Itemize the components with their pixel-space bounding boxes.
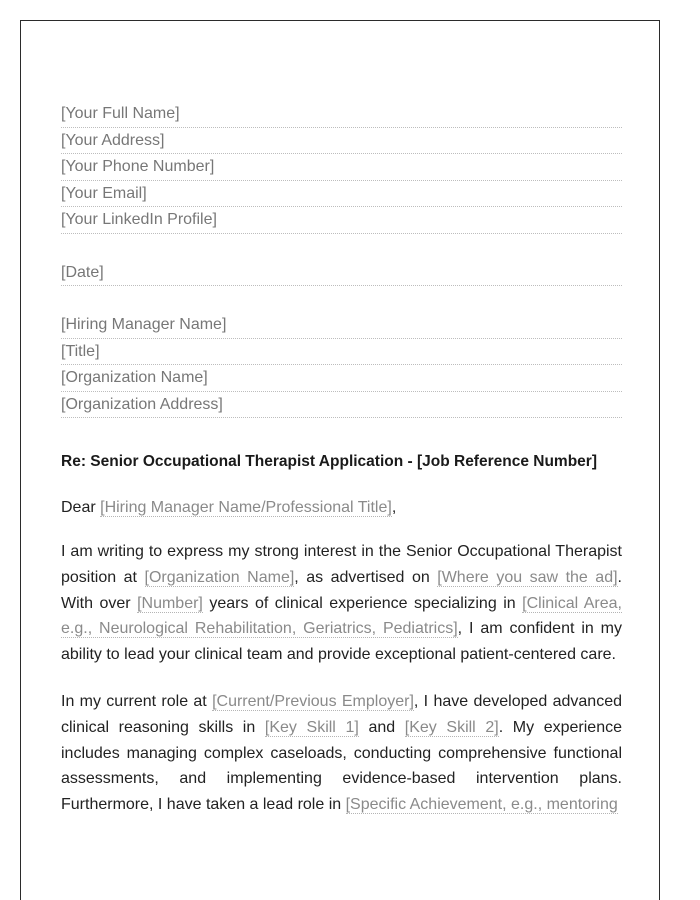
paragraph-text: . With over bbox=[61, 568, 622, 612]
placeholder-employer[interactable]: [Current/Previous Employer] bbox=[212, 692, 414, 710]
recipient-block bbox=[61, 312, 622, 418]
paragraph-text: years of clinical experience specializing in bbox=[202, 594, 523, 612]
paragraph-text: , as advertised on bbox=[294, 568, 438, 586]
paragraph-text: and bbox=[358, 718, 405, 736]
letter-page bbox=[20, 20, 660, 900]
salutation-placeholder[interactable]: [Hiring Manager Name/Professional Title] bbox=[100, 499, 392, 516]
sender-phone[interactable]: [Your Phone Number] bbox=[61, 154, 622, 181]
sender-email[interactable]: [Your Email] bbox=[61, 181, 622, 208]
placeholder-years[interactable]: [Number] bbox=[137, 594, 203, 612]
recipient-organization-address[interactable]: [Organization Address] bbox=[61, 392, 622, 419]
body-paragraph-1 bbox=[61, 539, 622, 668]
salutation bbox=[61, 498, 622, 518]
body-paragraph-2 bbox=[61, 689, 622, 818]
placeholder-organization-name[interactable]: [Organization Name] bbox=[144, 568, 295, 586]
paragraph-text: In my current role at bbox=[61, 692, 213, 710]
placeholder-key-skill-2[interactable]: [Key Skill 2] bbox=[404, 718, 499, 736]
paragraph-text: , I have developed advanced clinical reasoning skills in bbox=[61, 692, 623, 736]
recipient-title[interactable]: [Title] bbox=[61, 339, 622, 366]
paragraph-text: , I am confident in my ability to lead your clinical team and provide exceptional patient-centered care. bbox=[61, 620, 623, 664]
sender-full-name[interactable]: [Your Full Name] bbox=[61, 101, 622, 128]
sender-block bbox=[61, 101, 622, 234]
sender-linkedin[interactable]: [Your LinkedIn Profile] bbox=[61, 207, 622, 234]
letter-subject: Re: Senior Occupational Therapist Application - [Job Reference Number] bbox=[61, 453, 597, 470]
placeholder-key-skill-1[interactable]: [Key Skill 1] bbox=[264, 718, 359, 736]
salutation-prefix: Dear bbox=[61, 499, 101, 516]
placeholder-clinical-area[interactable]: [Clinical Area, e.g., Neurological Rehabilitation, Geriatrics, Pediatrics] bbox=[61, 594, 622, 638]
letter-content bbox=[61, 101, 622, 818]
letter-date[interactable]: [Date] bbox=[61, 260, 622, 287]
recipient-manager-name[interactable]: [Hiring Manager Name] bbox=[61, 312, 622, 339]
placeholder-ad-source[interactable]: [Where you saw the ad] bbox=[437, 568, 618, 586]
sender-address[interactable]: [Your Address] bbox=[61, 128, 622, 155]
recipient-organization-name[interactable]: [Organization Name] bbox=[61, 365, 622, 392]
paragraph-text: . My experience includes managing complex caseloads, conducting comprehensive functional assessments, and implementing evidence-based intervention plans. Furthermore, I have taken a lead role in bbox=[61, 718, 622, 814]
salutation-suffix: , bbox=[391, 499, 397, 516]
placeholder-specific-achievement[interactable]: [Specific Achievement, e.g., mentoring bbox=[345, 796, 618, 814]
paragraph-text: I am writing to express my strong interest in the Senior Occupational Therapist position at bbox=[61, 543, 622, 586]
